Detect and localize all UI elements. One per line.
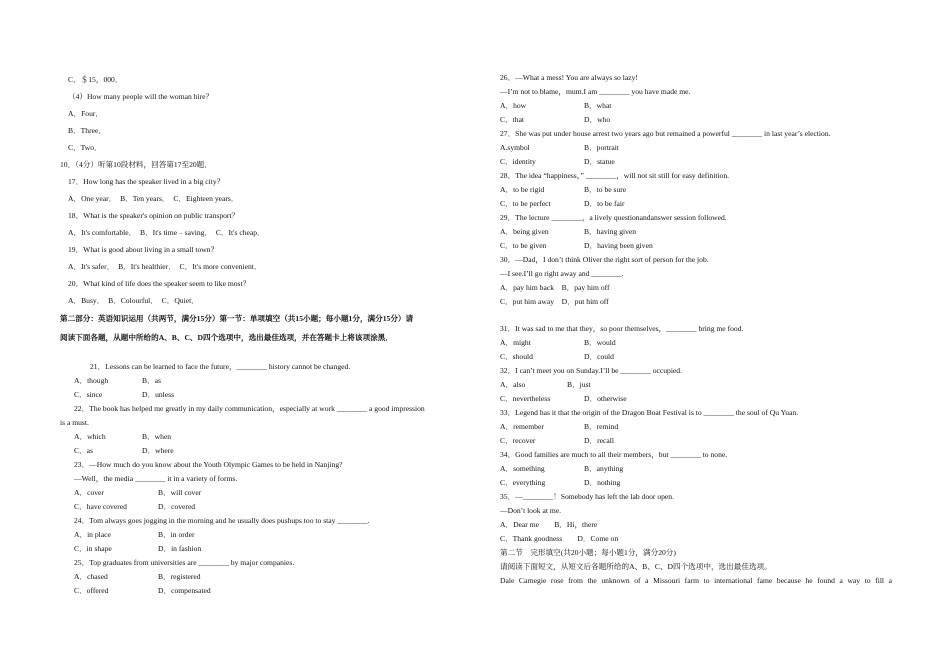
question-line: 18．What is the speaker's opinion on public transport？ (68, 211, 240, 220)
question-28: 28．The idea “happiness，” ________，will not sit still for easy definition. (500, 171, 730, 180)
option-c: C．everything (500, 478, 546, 487)
option-b: B．registered (158, 572, 201, 581)
option-line: C．＄15，000． (68, 75, 123, 84)
part-two-instruction: 阅读下面各题，从题中所给的A、B、C、D四个选项中，选出最佳选项，并在答题卡上将该项涂黑． (60, 333, 393, 342)
option-b: B．having given (584, 227, 637, 236)
question-35-reply: —Don’t look at me. (500, 506, 562, 515)
option-c: C．to be perfect (500, 199, 551, 208)
section-two-heading: 第二节 完形填空(共20小题；每小题1分，满分20分) (500, 548, 676, 557)
options-row: A．Dear me B．Hi，there (500, 520, 598, 529)
question-32: 32．I can’t meet you on Sunday.I’ll be ________ occupied. (500, 366, 682, 375)
option-b: B．remind (584, 422, 619, 431)
question-23: 23．—How much do you know about the Youth Olympic Games to be held in Nanjing? (74, 460, 343, 469)
question-30-reply: —I see.I’ll go right away and ________. (500, 269, 624, 278)
part-two-heading: 第二部分：英语知识运用（共两节，满分15分）第一节：单项填空（共15小题；每小题1分，满分15分）请 (60, 314, 414, 323)
question-line: 17．How long has the speaker lived in a big city？ (68, 177, 225, 186)
question-22: 22．The book has helped me greatly in my daily communication，especially at work ________ a good impression (74, 404, 425, 413)
option-a: A．though (74, 376, 109, 385)
option-b: B．as (142, 376, 161, 385)
option-b: B．portrait (584, 143, 620, 152)
option-b: B．anything (584, 464, 624, 473)
option-d: D．having been given (584, 241, 653, 250)
option-c: C．in shape (74, 544, 112, 553)
option-d: D．recall (584, 436, 614, 445)
options-row: C．put him away D．put him off (500, 297, 609, 306)
option-c: C．that (500, 115, 525, 124)
question-33: 33．Legend has it that the origin of the Dragon Boat Festival is to ________ the soul of Qu Yuan. (500, 408, 799, 417)
option-line: A．Four． (68, 109, 104, 118)
question-31: 31．It was sad to me that they，so poor themselves，________ bring me food. (500, 324, 744, 333)
option-b: B．in order (158, 530, 195, 539)
question-29: 29．The lecture ________，a lively questionandanswer session followed. (500, 213, 727, 222)
option-line: A．One year． B．Ten years． C．Eighteen years． (68, 194, 239, 203)
option-line: A．It's comfortable． B．It's time﹣saving． C．It's cheap． (68, 228, 265, 237)
question-25: 25．Top graduates from universities are ________ by major companies. (74, 558, 295, 567)
option-d: D．who (584, 115, 611, 124)
option-a: A．which (74, 432, 106, 441)
option-a: A．remember (500, 422, 544, 431)
option-b: B．to be sure (584, 185, 627, 194)
question-34: 34．Good families are much to all their members，but ________ to none. (500, 450, 728, 459)
option-c: C．as (74, 446, 93, 455)
question-35: 35．—________！Somebody has left the lab door open. (500, 492, 674, 501)
options-row: C．Thank goodness D．Come on (500, 534, 619, 543)
option-d: D．where (142, 446, 174, 455)
question-26: 26．—What a mess! You are always so lazy! (500, 73, 638, 82)
option-a: A．in place (74, 530, 111, 539)
section-two-instruction: 请阅读下面短文，从短文后各题所给的A、B、C、D四个选项中，选出最佳选项。 (500, 562, 772, 571)
option-line: B．Three． (68, 126, 106, 135)
option-b: B．will cover (158, 488, 202, 497)
option-d: D．unless (142, 390, 175, 399)
option-a: A．might (500, 338, 531, 347)
option-c: C．recover (500, 436, 536, 445)
option-a: A．cover (74, 488, 104, 497)
option-line: A．It's safer． B．It's healthier． C．It's more convenient． (68, 262, 262, 271)
option-c: C．to be given (500, 241, 547, 250)
option-c: C．since (74, 390, 103, 399)
option-line: C．Two． (68, 143, 102, 152)
option-b: B．what (584, 101, 612, 110)
option-b: B．when (142, 432, 172, 441)
question-24: 24．Tom always goes jogging in the morning and he usually does pushups too to stay ________. (74, 516, 370, 525)
option-b: B．just (567, 380, 591, 389)
option-a: A.symbol (500, 143, 530, 152)
option-c: C．offered (74, 586, 109, 595)
question-30: 30．—Dad，I don’t think Oliver the right sort of person for the job. (500, 255, 709, 264)
option-a: A．also (500, 380, 526, 389)
option-d: D．could (584, 352, 614, 361)
option-d: D．covered (158, 502, 196, 511)
question-23-reply: —Well，the media ________ it in a variety of forms. (74, 474, 238, 483)
question-line: 20．What kind of life does the speaker seem to like most？ (68, 279, 251, 288)
question-21: 21．Lessons can be learned to face the future，________ history cannot be changed. (90, 362, 351, 371)
option-line: A．Busy． B．Colourful． C．Quiet． (68, 296, 199, 305)
option-c: C．should (500, 352, 533, 361)
question-line: （4）How many people will the woman hire？ (68, 92, 214, 101)
option-b: B．would (584, 338, 616, 347)
options-row: A．pay him back B．pay him off (500, 283, 610, 292)
option-d: D．compensated (158, 586, 211, 595)
option-a: A．something (500, 464, 545, 473)
option-d: D．statue (584, 157, 615, 166)
option-a: A．chased (74, 572, 108, 581)
option-d: D．nothing (584, 478, 621, 487)
option-a: A．being given (500, 227, 549, 236)
question-27: 27．She was put under house arrest two years ago but remained a powerful ________ in last year’s election. (500, 129, 831, 138)
cloze-passage-line: Dale Carnegie rose from the unknown of a Missouri farm to international fame because he found a way to fill a (500, 576, 892, 585)
option-c: C．identity (500, 157, 536, 166)
option-d: D．in fashion (158, 544, 202, 553)
section-instruction: 10．（4分）听第10段材料，回答第17至20题． (60, 160, 212, 169)
option-c: C．have covered (74, 502, 127, 511)
question-22-continued: is a must. (60, 418, 89, 427)
question-26-reply: —I’m not to blame，mum.I am ________ you have made me. (500, 87, 691, 96)
option-d: D．to be fair (584, 199, 625, 208)
option-a: A．to be rigid (500, 185, 545, 194)
question-line: 19．What is good about living in a small town？ (68, 245, 219, 254)
option-c: C．nevertheless (500, 394, 551, 403)
option-a: A．how (500, 101, 527, 110)
option-d: D．otherwise (584, 394, 627, 403)
